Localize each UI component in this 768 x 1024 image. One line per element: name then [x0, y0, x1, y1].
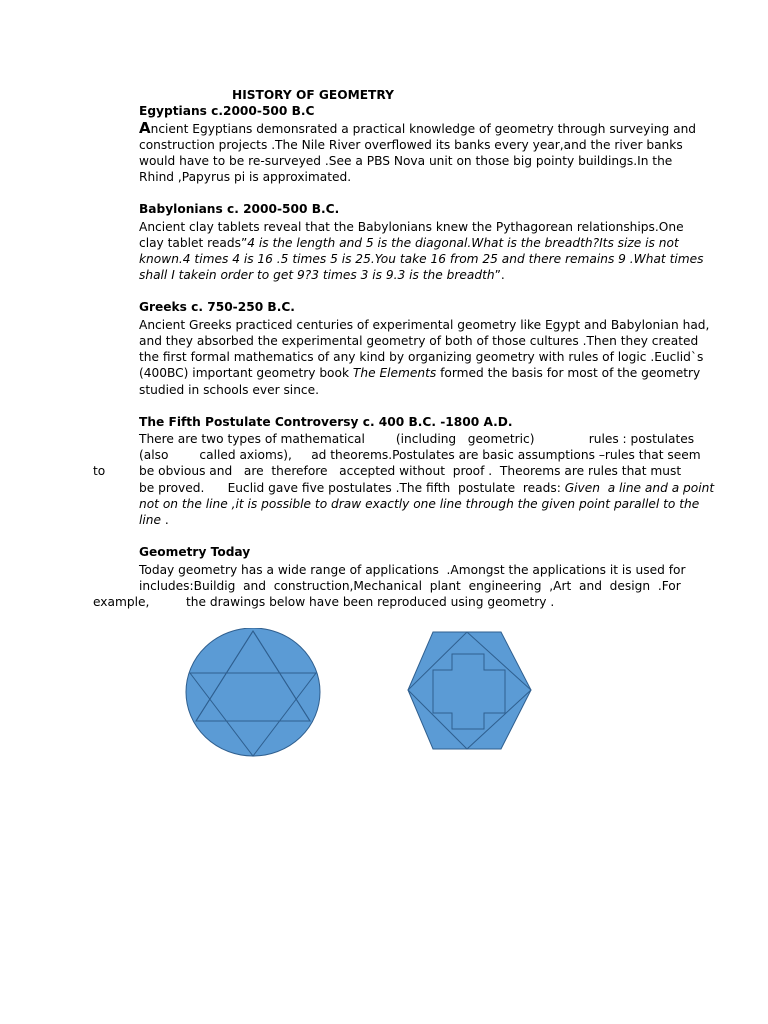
hexagon-cross-drawing	[404, 628, 536, 754]
paragraph-line: includes:Buildig and construction,Mechanical plant engineering ,Art and design .For	[139, 579, 681, 593]
paragraph-line: the drawings below have been reproduced using geometry .	[186, 595, 555, 609]
section-heading-geometry-today: Geometry Today	[139, 545, 251, 559]
paragraph-line: would have to be re-surveyed .See a PBS Nova unit on those big pointy buildings.In the	[139, 154, 673, 168]
paragraph-line: Rhind ,Papyrus pi is approximated.	[139, 170, 352, 184]
paragraph-line: Ancient clay tablets reveal that the Babylonians knew the Pythagorean relationships.One	[139, 220, 684, 234]
paragraph-line: construction projects .The Nile River overflowed its banks every year,and the river banks	[139, 138, 683, 152]
paragraph-line: known.4 times 4 is 16 .5 times 5 is 25.You take 16 from 25 and there remains 9 .What times	[139, 252, 704, 266]
paragraph-line: shall I takein order to get 9?3 times 3 is 9.3 is the breadth”.	[139, 268, 505, 282]
circle-star-drawing	[180, 628, 330, 763]
section-heading-greeks: Greeks c. 750-250 B.C.	[139, 300, 295, 314]
paragraph-line: There are two types of mathematical (including geometric) rules : postulates	[139, 432, 695, 446]
paragraph-line: (also called axioms), ad theorems.Postulates are basic assumptions –rules that seem	[139, 448, 701, 462]
paragraph-line: line .	[139, 513, 169, 527]
section-heading-babylonians: Babylonians c. 2000-500 B.C.	[139, 202, 340, 216]
paragraph-line: Today geometry has a wide range of applications .Amongst the applications it is used for	[139, 563, 686, 577]
paragraph-line: be obvious and are therefore accepted without proof . Theorems are rules that must	[139, 464, 682, 478]
paragraph-line: example,	[93, 595, 150, 609]
paragraph-line: not on the line ,it is possible to draw exactly one line through the given point parallel to the	[139, 497, 700, 511]
page-title: HISTORY OF GEOMETRY	[232, 88, 394, 102]
section-heading-egyptians: Egyptians c.2000-500 B.C	[139, 104, 315, 118]
drop-cap: A	[139, 119, 151, 137]
paragraph-line: Ancient Greeks practiced centuries of experimental geometry like Egypt and Babylonian had,	[139, 318, 710, 332]
paragraph-line: and they absorbed the experimental geometry of both of those cultures .Then they created	[139, 334, 699, 348]
paragraph-line: studied in schools ever since.	[139, 383, 319, 397]
paragraph-line: clay tablet reads”4 is the length and 5 is the diagonal.What is the breadth?Its size is not	[139, 236, 679, 250]
paragraph-line: to	[93, 464, 106, 478]
paragraph-line: Ancient Egyptians demonsrated a practical knowledge of geometry through surveying and	[139, 119, 697, 137]
paragraph-line: be proved. Euclid gave five postulates .The fifth postulate reads: Given a line and a point	[139, 481, 715, 495]
paragraph-line: (400BC) important geometry book The Elements formed the basis for most of the geometry	[139, 366, 701, 380]
paragraph-line: the first formal mathematics of any kind by organizing geometry with rules of logic .Euclid`s	[139, 350, 704, 364]
section-heading-fifth-postulate: The Fifth Postulate Controversy c. 400 B.C. -1800 A.D.	[139, 415, 513, 429]
